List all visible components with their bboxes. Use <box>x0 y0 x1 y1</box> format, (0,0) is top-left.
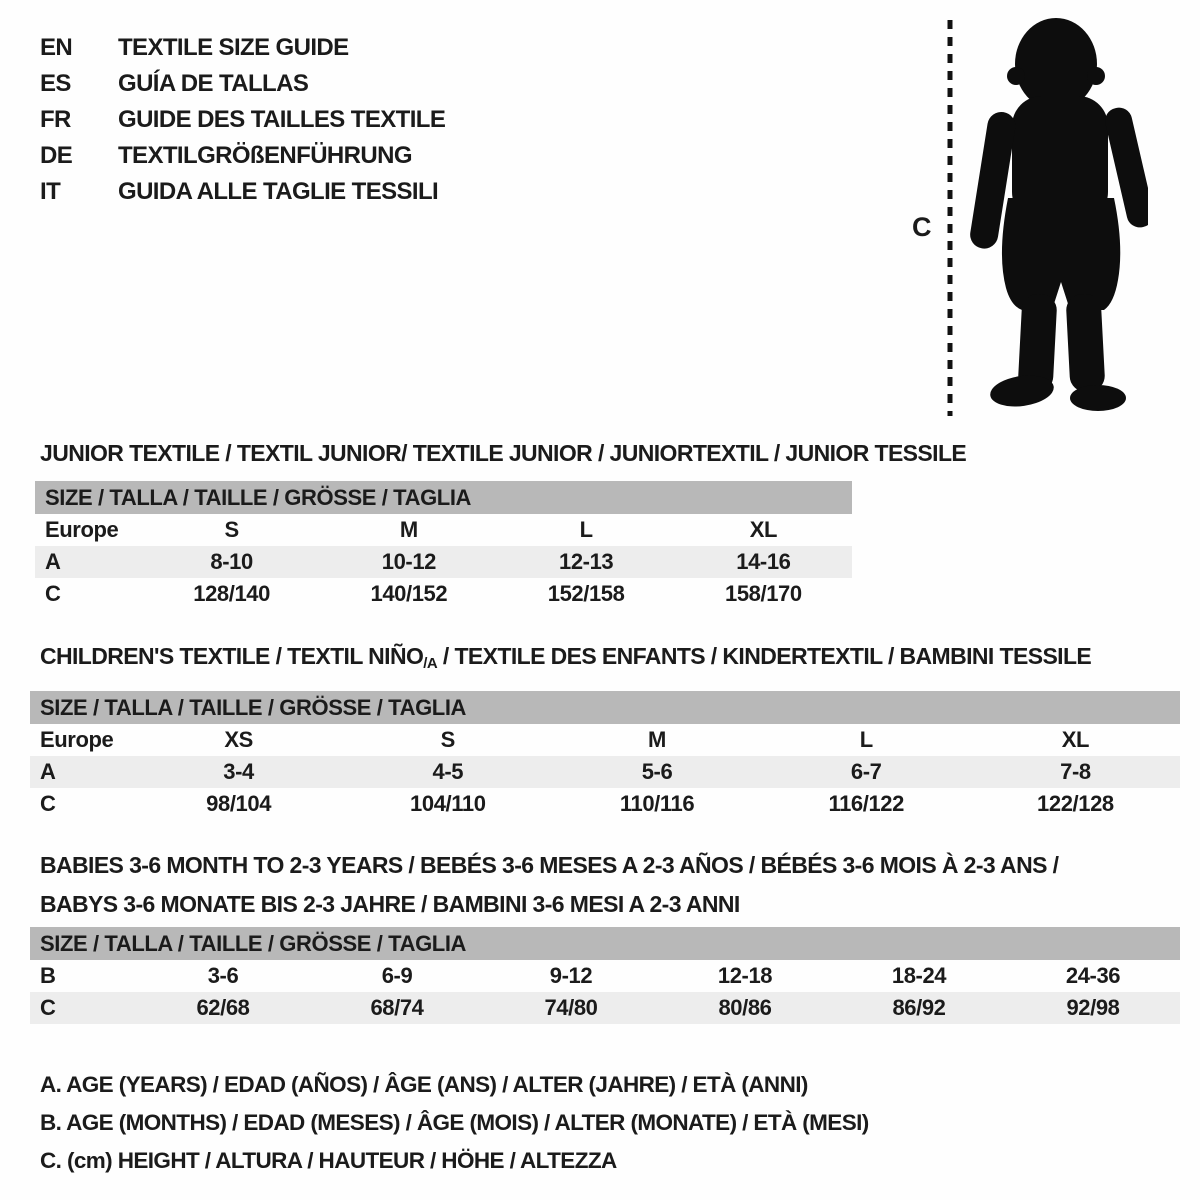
table-row-europe <box>35 514 852 546</box>
language-code: DE <box>40 142 73 169</box>
footnote-legend <box>40 1066 869 1180</box>
table-header: SIZE / TALLA / TAILLE / GRÖSSE / TAGLIA <box>30 927 1180 960</box>
size-cell: L <box>859 727 873 752</box>
height-cell: 140/152 <box>370 581 448 606</box>
table-row-height <box>30 992 1180 1024</box>
height-cell: 86/92 <box>892 995 946 1020</box>
children-size-table <box>30 691 1180 820</box>
language-code: IT <box>40 178 61 205</box>
age-cell: 8-10 <box>210 549 253 574</box>
months-cell: 24-36 <box>1065 963 1121 988</box>
size-cell: XL <box>1061 727 1090 752</box>
age-cell: 10-12 <box>381 549 437 574</box>
height-cell: 80/86 <box>718 995 772 1020</box>
row-label: C <box>45 581 61 606</box>
toddler-silhouette <box>936 12 1148 424</box>
table-row-height <box>35 578 852 610</box>
row-label: Europe <box>40 727 114 752</box>
section-heading-children <box>40 643 1091 672</box>
guide-title: TEXTILGRÖßENFÜHRUNG <box>118 142 412 169</box>
legend-age-years: A. AGE (YEARS) / EDAD (AÑOS) / ÂGE (ANS) / ALTER (JAHRE) / ETÀ (ANNI) <box>40 1072 808 1097</box>
row-label: Europe <box>45 517 119 542</box>
table-row-months <box>30 960 1180 992</box>
months-cell: 18-24 <box>891 963 947 988</box>
language-code: EN <box>40 34 73 61</box>
table-row-height <box>30 788 1180 820</box>
table-header: SIZE / TALLA / TAILLE / GRÖSSE / TAGLIA <box>35 481 852 514</box>
language-row-it <box>40 174 445 210</box>
table-row-age <box>30 756 1180 788</box>
row-label: C <box>40 995 56 1020</box>
size-cell: M <box>399 517 418 542</box>
size-cell: L <box>579 517 593 542</box>
heading-line-1: BABIES 3-6 MONTH TO 2-3 YEARS / BEBÉS 3-6 MESES A 2-3 AÑOS / BÉBÉS 3-6 MOIS À 2-3 ANS / <box>40 852 1059 878</box>
guide-title: TEXTILE SIZE GUIDE <box>118 34 349 61</box>
height-cell: 128/140 <box>193 581 270 606</box>
babies-size-table <box>30 927 1180 1024</box>
months-cell: 3-6 <box>207 963 239 988</box>
row-label: C <box>40 791 56 816</box>
age-cell: 14-16 <box>736 549 791 574</box>
junior-size-table <box>35 481 852 610</box>
toddler-body <box>968 18 1148 411</box>
legend-age-months: B. AGE (MONTHS) / EDAD (MESES) / ÂGE (MOIS) / ALTER (MONATE) / ETÀ (MESI) <box>40 1110 869 1135</box>
age-cell: 5-6 <box>641 759 673 784</box>
age-cell: 3-4 <box>223 759 254 784</box>
heading-text: CHILDREN'S TEXTILE / TEXTIL NIÑO <box>40 643 424 669</box>
age-cell: 12-13 <box>558 549 614 574</box>
height-cell: 68/74 <box>370 995 424 1020</box>
section-heading-junior: JUNIOR TEXTILE / TEXTIL JUNIOR/ TEXTILE JUNIOR / JUNIORTEXTIL / JUNIOR TESSILE <box>40 440 967 466</box>
height-cell: 104/110 <box>410 791 486 816</box>
size-cell: XS <box>224 727 253 752</box>
table-row-europe <box>30 724 1180 756</box>
language-code: ES <box>40 70 71 97</box>
months-cell: 6-9 <box>381 963 413 988</box>
heading-subscript: /A <box>423 655 438 672</box>
age-cell: 4-5 <box>432 759 464 784</box>
guide-title: GUIDA ALLE TAGLIE TESSILI <box>118 178 439 205</box>
size-cell: S <box>440 727 455 752</box>
table-header: SIZE / TALLA / TAILLE / GRÖSSE / TAGLIA <box>30 691 1180 724</box>
height-cell: 62/68 <box>196 995 250 1020</box>
months-cell: 9-12 <box>549 963 593 988</box>
guide-title: GUÍA DE TALLAS <box>118 70 309 97</box>
legend-height-cm: C. (cm) HEIGHT / ALTURA / HAUTEUR / HÖHE / ALTEZZA <box>40 1148 617 1173</box>
guide-title: GUIDE DES TAILLES TEXTILE <box>118 106 446 133</box>
language-title-list <box>40 30 445 210</box>
heading-line-2: BABYS 3-6 MONATE BIS 2-3 JAHRE / BAMBINI 3-6 MESI A 2-3 ANNI <box>40 891 740 917</box>
height-cell: 74/80 <box>544 995 598 1020</box>
age-cell: 7-8 <box>1060 759 1091 784</box>
height-cell: 122/128 <box>1037 791 1114 816</box>
size-cell: M <box>648 727 666 752</box>
height-cell: 98/104 <box>206 791 272 816</box>
row-label: B <box>40 963 56 988</box>
months-cell: 12-18 <box>717 963 773 988</box>
table-row-age <box>35 546 852 578</box>
language-row-de <box>40 138 445 174</box>
language-code: FR <box>40 106 71 133</box>
height-cell: 110/116 <box>619 791 695 816</box>
height-cell: 116/122 <box>828 791 904 816</box>
height-cell: 158/170 <box>725 581 802 606</box>
size-cell: S <box>224 517 239 542</box>
language-row-fr <box>40 102 445 138</box>
row-label: A <box>40 759 56 784</box>
heading-text: / TEXTILE DES ENFANTS / KINDERTEXTIL / BAMBINI TESSILE <box>437 643 1092 669</box>
height-cell: 92/98 <box>1066 995 1120 1020</box>
language-row-es <box>40 66 445 102</box>
height-cell: 152/158 <box>547 581 625 606</box>
language-row-en <box>40 30 445 66</box>
row-label: A <box>45 549 61 574</box>
age-cell: 6-7 <box>850 759 882 784</box>
section-heading-babies <box>40 846 1058 924</box>
size-cell: XL <box>749 517 778 542</box>
height-measure-label: C <box>912 212 932 242</box>
